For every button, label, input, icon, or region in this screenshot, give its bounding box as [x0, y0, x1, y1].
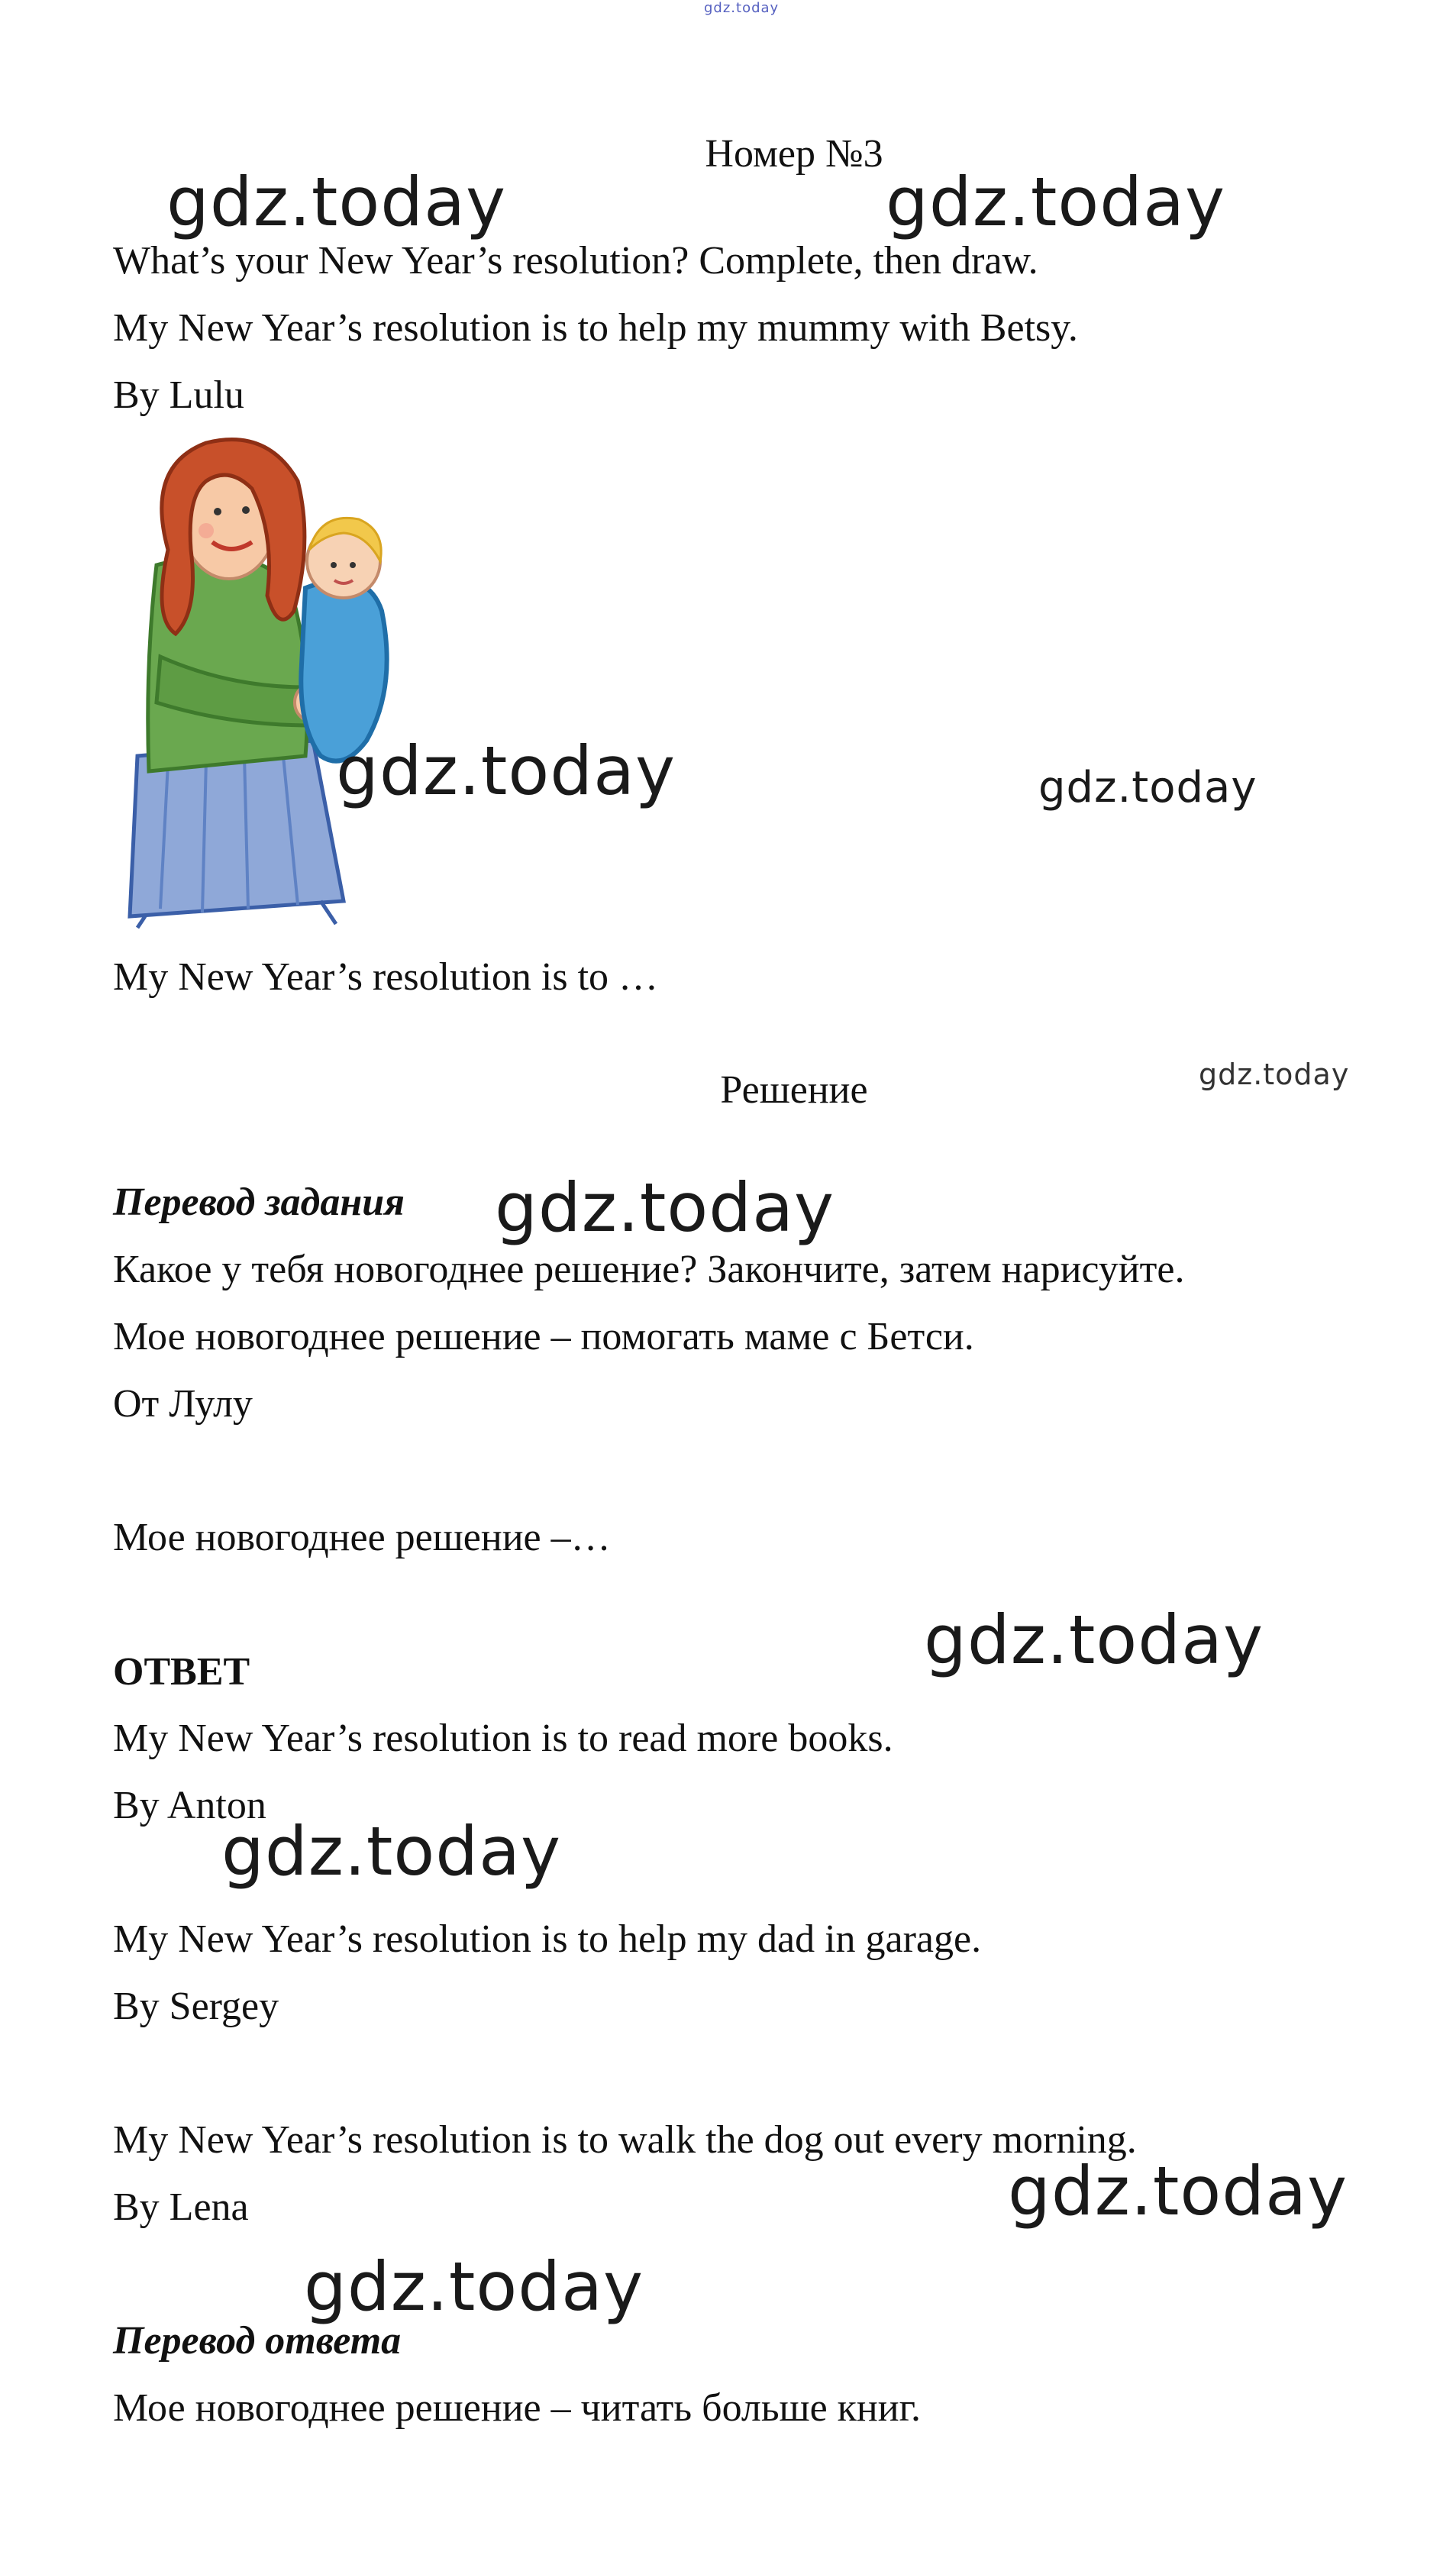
answer-heading: ОТВЕТ	[113, 1650, 250, 1694]
watermark: gdz.today	[1008, 2152, 1348, 2230]
watermark: gdz.today	[886, 163, 1226, 241]
task-translation-line: Какое у тебя новогоднее решение? Закончите, затем нарисуйте.	[113, 1248, 1185, 1291]
watermark: gdz.today	[495, 1168, 835, 1247]
task-example-line: My New Year’s resolution is to help my mummy with Betsy.	[113, 306, 1078, 350]
answer-line: My New Year’s resolution is to help my dad in garage.	[113, 1917, 982, 1961]
watermark: gdz.today	[221, 1812, 562, 1891]
solution-heading: Решение	[720, 1068, 868, 1112]
watermark: gdz.today	[924, 1601, 1264, 1679]
answer-author: By Anton	[113, 1784, 266, 1827]
task-prompt: What’s your New Year’s resolution? Complete, then draw.	[113, 239, 1038, 283]
task-translation-line: Мое новогоднее решение –…	[113, 1516, 611, 1559]
watermark: gdz.today	[304, 2247, 644, 2326]
watermark-top: gdz.today	[704, 0, 780, 16]
watermark: gdz.today	[1199, 1058, 1350, 1091]
answer-line: My New Year’s resolution is to walk the dog out every morning.	[113, 2118, 1137, 2162]
answer-author: By Lena	[113, 2185, 249, 2229]
task-template: My New Year’s resolution is to …	[113, 955, 659, 999]
girl-with-baby-illustration	[115, 435, 435, 932]
answer-line: My New Year’s resolution is to read more books.	[113, 1717, 893, 1760]
watermark: gdz.today	[166, 163, 507, 241]
watermark: gdz.today	[1038, 763, 1257, 812]
task-translation-line: От Лулу	[113, 1382, 253, 1426]
task-example-author: By Lulu	[113, 373, 244, 417]
watermark: gdz.today	[336, 732, 676, 810]
answer-translation-line: Мое новогоднее решение – читать больше книг.	[113, 2386, 922, 2430]
answer-translation-heading: Перевод ответа	[113, 2319, 402, 2363]
task-translation-heading: Перевод задания	[113, 1181, 405, 1224]
task-translation-line: Мое новогоднее решение – помогать маме с Бетси.	[113, 1315, 974, 1358]
answer-author: By Sergey	[113, 1985, 279, 2028]
page-title: Номер №3	[705, 132, 883, 176]
